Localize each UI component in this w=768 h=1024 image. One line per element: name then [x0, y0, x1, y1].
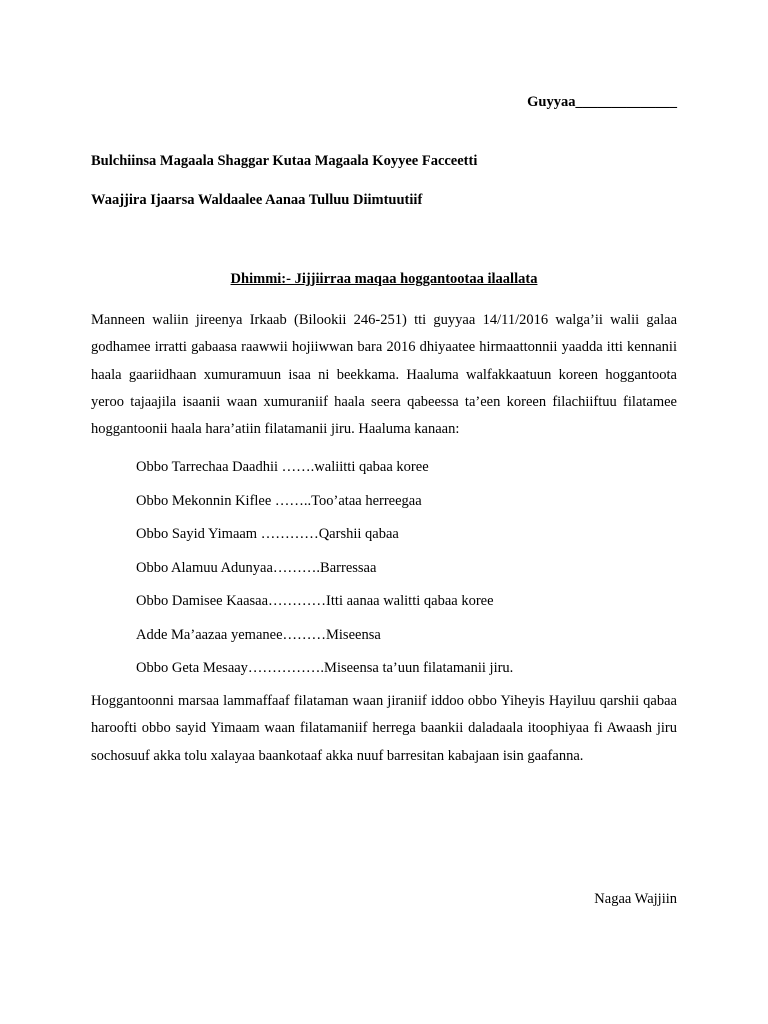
list-item: Adde Ma’aazaa yemanee………Miseensa	[136, 626, 381, 643]
recipient-line-1: Bulchiinsa Magaala Shaggar Kutaa Magaala Koyyee Facceetti	[91, 153, 478, 169]
list-item: Obbo Alamuu Adunyaa……….Barressaa	[136, 559, 377, 576]
list-item: Obbo Sayid Yimaam …………Qarshii qabaa	[136, 526, 399, 542]
list-item: Obbo Tarrechaa Daadhii …….waliitti qabaa koree	[136, 459, 429, 475]
body-paragraph-2: Hoggantoonni marsaa lammaffaaf filataman waan jiraniif iddoo obbo Yiheyis Hayiluu qarshii qabaa haroofti obbo sayid Yimaam waan filatamaniif herrega baankii daladaala itoophiyaa fi Awaash jiru sochosuuf akka tolu xalayaa baankotaaf akka nuuf barresitan kabajaan isin gaafanna.	[91, 693, 677, 764]
closing-salutation: Nagaa Wajjiin	[594, 891, 677, 907]
elected-members-list	[136, 457, 513, 692]
list-item: Obbo Mekonnin Kiflee ……..Too’ataa herreegaa	[136, 492, 422, 509]
list-item: Obbo Geta Mesaay…………….Miseensa ta’uun filatamanii jiru.	[136, 660, 514, 676]
list-item: Obbo Damisee Kaasaa…………Itti aanaa walitti qabaa koree	[136, 593, 494, 609]
date-line: Guyyaa______________	[527, 94, 677, 110]
body-paragraph-1: Manneen waliin jireenya Irkaab (Bilookii 246-251) tti guyyaa 14/11/2016 walga’ii walii galaa godhamee irratti gabaasa raawwii hojiiwwan bara 2016 dhiyaatee hirmaattonnii yaadda itti kennanii haala gaariidhaan xumuramuun isaa ni beekkama. Haaluma walfakkaatuun koreen hoggantoota yeroo tajaajila isaanii waan xumuraniif haala seera qabeessa ta’een koreen filachiiftuu filatamee hoggantoonii haala hara’atiin filatamanii jiru. Haaluma kanaan:	[91, 312, 677, 438]
recipient-line-2: Waajjira Ijaarsa Waldaalee Aanaa Tulluu Diimtuutiif	[91, 192, 423, 208]
subject-line: Dhimmi:- Jijjiirraa maqaa hoggantootaa ilaallata	[230, 271, 538, 287]
